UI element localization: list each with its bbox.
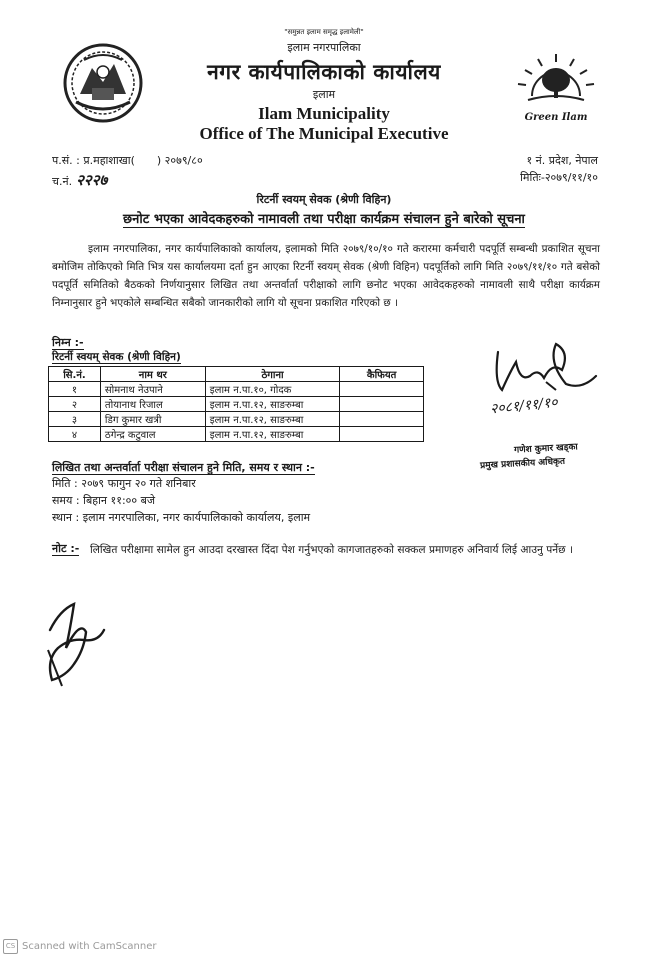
exam-time: समय : बिहान ११:०० बजे [52, 494, 156, 507]
table-caption [52, 350, 181, 364]
table-row [49, 397, 424, 412]
cha-na-label: च.नं. [52, 175, 73, 188]
municipality-name-np: इलाम नगरपालिका [287, 41, 361, 54]
exam-heading [52, 460, 315, 475]
motto: "समुन्नत इलाम समृद्ध इलामेली" [284, 28, 364, 36]
green-ilam-logo [508, 50, 604, 126]
cell-sn: ४ [49, 427, 101, 442]
col-header-address: ठेगाना [205, 367, 340, 382]
cell-name: तोयानाथ रिजाल [100, 397, 205, 412]
table-caption-text: रिटर्नी स्वयम् सेवक (श्रेणी विहिन) [52, 351, 181, 363]
dispatch-number [52, 170, 107, 190]
municipality-name-en: Ilam Municipality [258, 104, 390, 123]
cell-address: इलाम न.पा.१२, साङरुम्बा [205, 427, 340, 442]
signer-title: प्रमुख प्रशासकीय अधिकृत [479, 456, 566, 472]
pa-sa-value: ) २०७९/८० [156, 154, 203, 167]
subject-title [0, 209, 648, 227]
cell-remarks [340, 427, 424, 442]
signature-date: २०८१/११/१० [489, 394, 559, 418]
cell-address: इलाम न.पा.१०, गोदक [205, 382, 340, 397]
exam-place: स्थान : इलाम नगरपालिका, नगर कार्यपालिकाको कार्यालय, इलाम [52, 511, 311, 524]
note-label [52, 541, 79, 556]
issue-date: मितिः-२०७९/११/१० [520, 171, 598, 184]
note-label-text: नोट :- [52, 542, 80, 555]
cell-name: सोमनाथ नेउपाने [100, 382, 205, 397]
table-row [49, 382, 424, 397]
camscanner-watermark [0, 939, 157, 954]
camscanner-text: Scanned with CamScanner [22, 941, 157, 952]
schedule-heading [52, 335, 84, 350]
col-header-name: नाम थर [100, 367, 205, 382]
subject-post: रिटर्नी स्वयम् सेवक (श्रेणी विहिन) [256, 193, 392, 206]
cell-address: इलाम न.पा.१२, साङरुम्बा [205, 397, 340, 412]
left-signature [40, 590, 110, 690]
schedule-heading-text: निम्न :- [52, 336, 84, 349]
tree-sun-icon [508, 50, 604, 106]
table-row [49, 412, 424, 427]
exam-date: मिति : २०७९ फागुन २० गते शनिबार [52, 477, 196, 490]
office-name-en: Office of The Municipal Executive [199, 124, 449, 143]
cha-na-value: २२२७ [76, 171, 108, 189]
subject-title-text: छनोट भएका आवेदकहरुको नामावली तथा परीक्षा कार्यक्रम संचालन हुने बारेको सूचना [123, 212, 525, 227]
cell-sn: ३ [49, 412, 101, 427]
logo-text: Green Ilam [524, 112, 588, 123]
province-line: १ नं. प्रदेश, नेपाल [526, 154, 598, 167]
cell-remarks [340, 382, 424, 397]
table-header-row [49, 367, 424, 382]
col-header-sn: सि.नं. [49, 367, 101, 382]
body-paragraph: इलाम नगरपालिका, नगर कार्यपालिकाको कार्यालय, इलामको मिति २०७९/१०/१० गते करारमा कर्मचारी पदपूर्ति सम्बन्धी प्रकाशित सूचना बमोजिम तोकिएको मिति भित्र यस कार्यालयमा दर्ता हुन आएका रिटर्नी स्वयम् सेवक (श्रेणी विहिन) पदपूर्तिको लागि मिति २०७९/११/१० गते बसेको पदपूर्ति समितिको बैठकको निर्णयानुसार लिखित तथा अन्तर्वार्ता परीक्षाको लागि छनोट भएका आवेदकहरुको नामावली साथै परीक्षा कार्यक्रम निम्नानुसार हुने भएकोले सम्बन्धित सबैको जानकारीको लागि यो सूचना प्रकाशित गरिएको छ । [52, 243, 600, 309]
note-text: लिखित परीक्षामा सामेल हुन आउदा दरखास्त दिंदा पेश गर्नुभएको कागजातहरुको सक्कल प्रमाणहरु अनिवार्य लिई आउनु पर्नेछ । [90, 544, 573, 556]
exam-heading-text: लिखित तथा अन्तर्वार्ता परीक्षा संचालन हुने मिति, समय र स्थान :- [52, 461, 315, 474]
cell-name: डिग कुमार खत्री [100, 412, 205, 427]
reference-number [52, 153, 203, 168]
cell-remarks [340, 397, 424, 412]
camscanner-icon: CS [3, 939, 18, 954]
cell-sn: १ [49, 382, 101, 397]
place-name-np: इलाम [312, 88, 336, 101]
candidates-table [48, 366, 424, 442]
signer-name: गणेश कुमार खड्का [513, 442, 578, 456]
cell-name: ठगेन्द्र कटुवाल [100, 427, 205, 442]
table-row [49, 427, 424, 442]
cell-address: इलाम न.पा.१२, साङरुम्बा [205, 412, 340, 427]
cell-sn: २ [49, 397, 101, 412]
cell-remarks [340, 412, 424, 427]
pa-sa-label: प.सं. : प्र.महाशाखा( [52, 154, 135, 167]
office-name-np: नगर कार्यपालिकाको कार्यालय [207, 60, 441, 84]
col-header-remarks: कैफियत [340, 367, 424, 382]
